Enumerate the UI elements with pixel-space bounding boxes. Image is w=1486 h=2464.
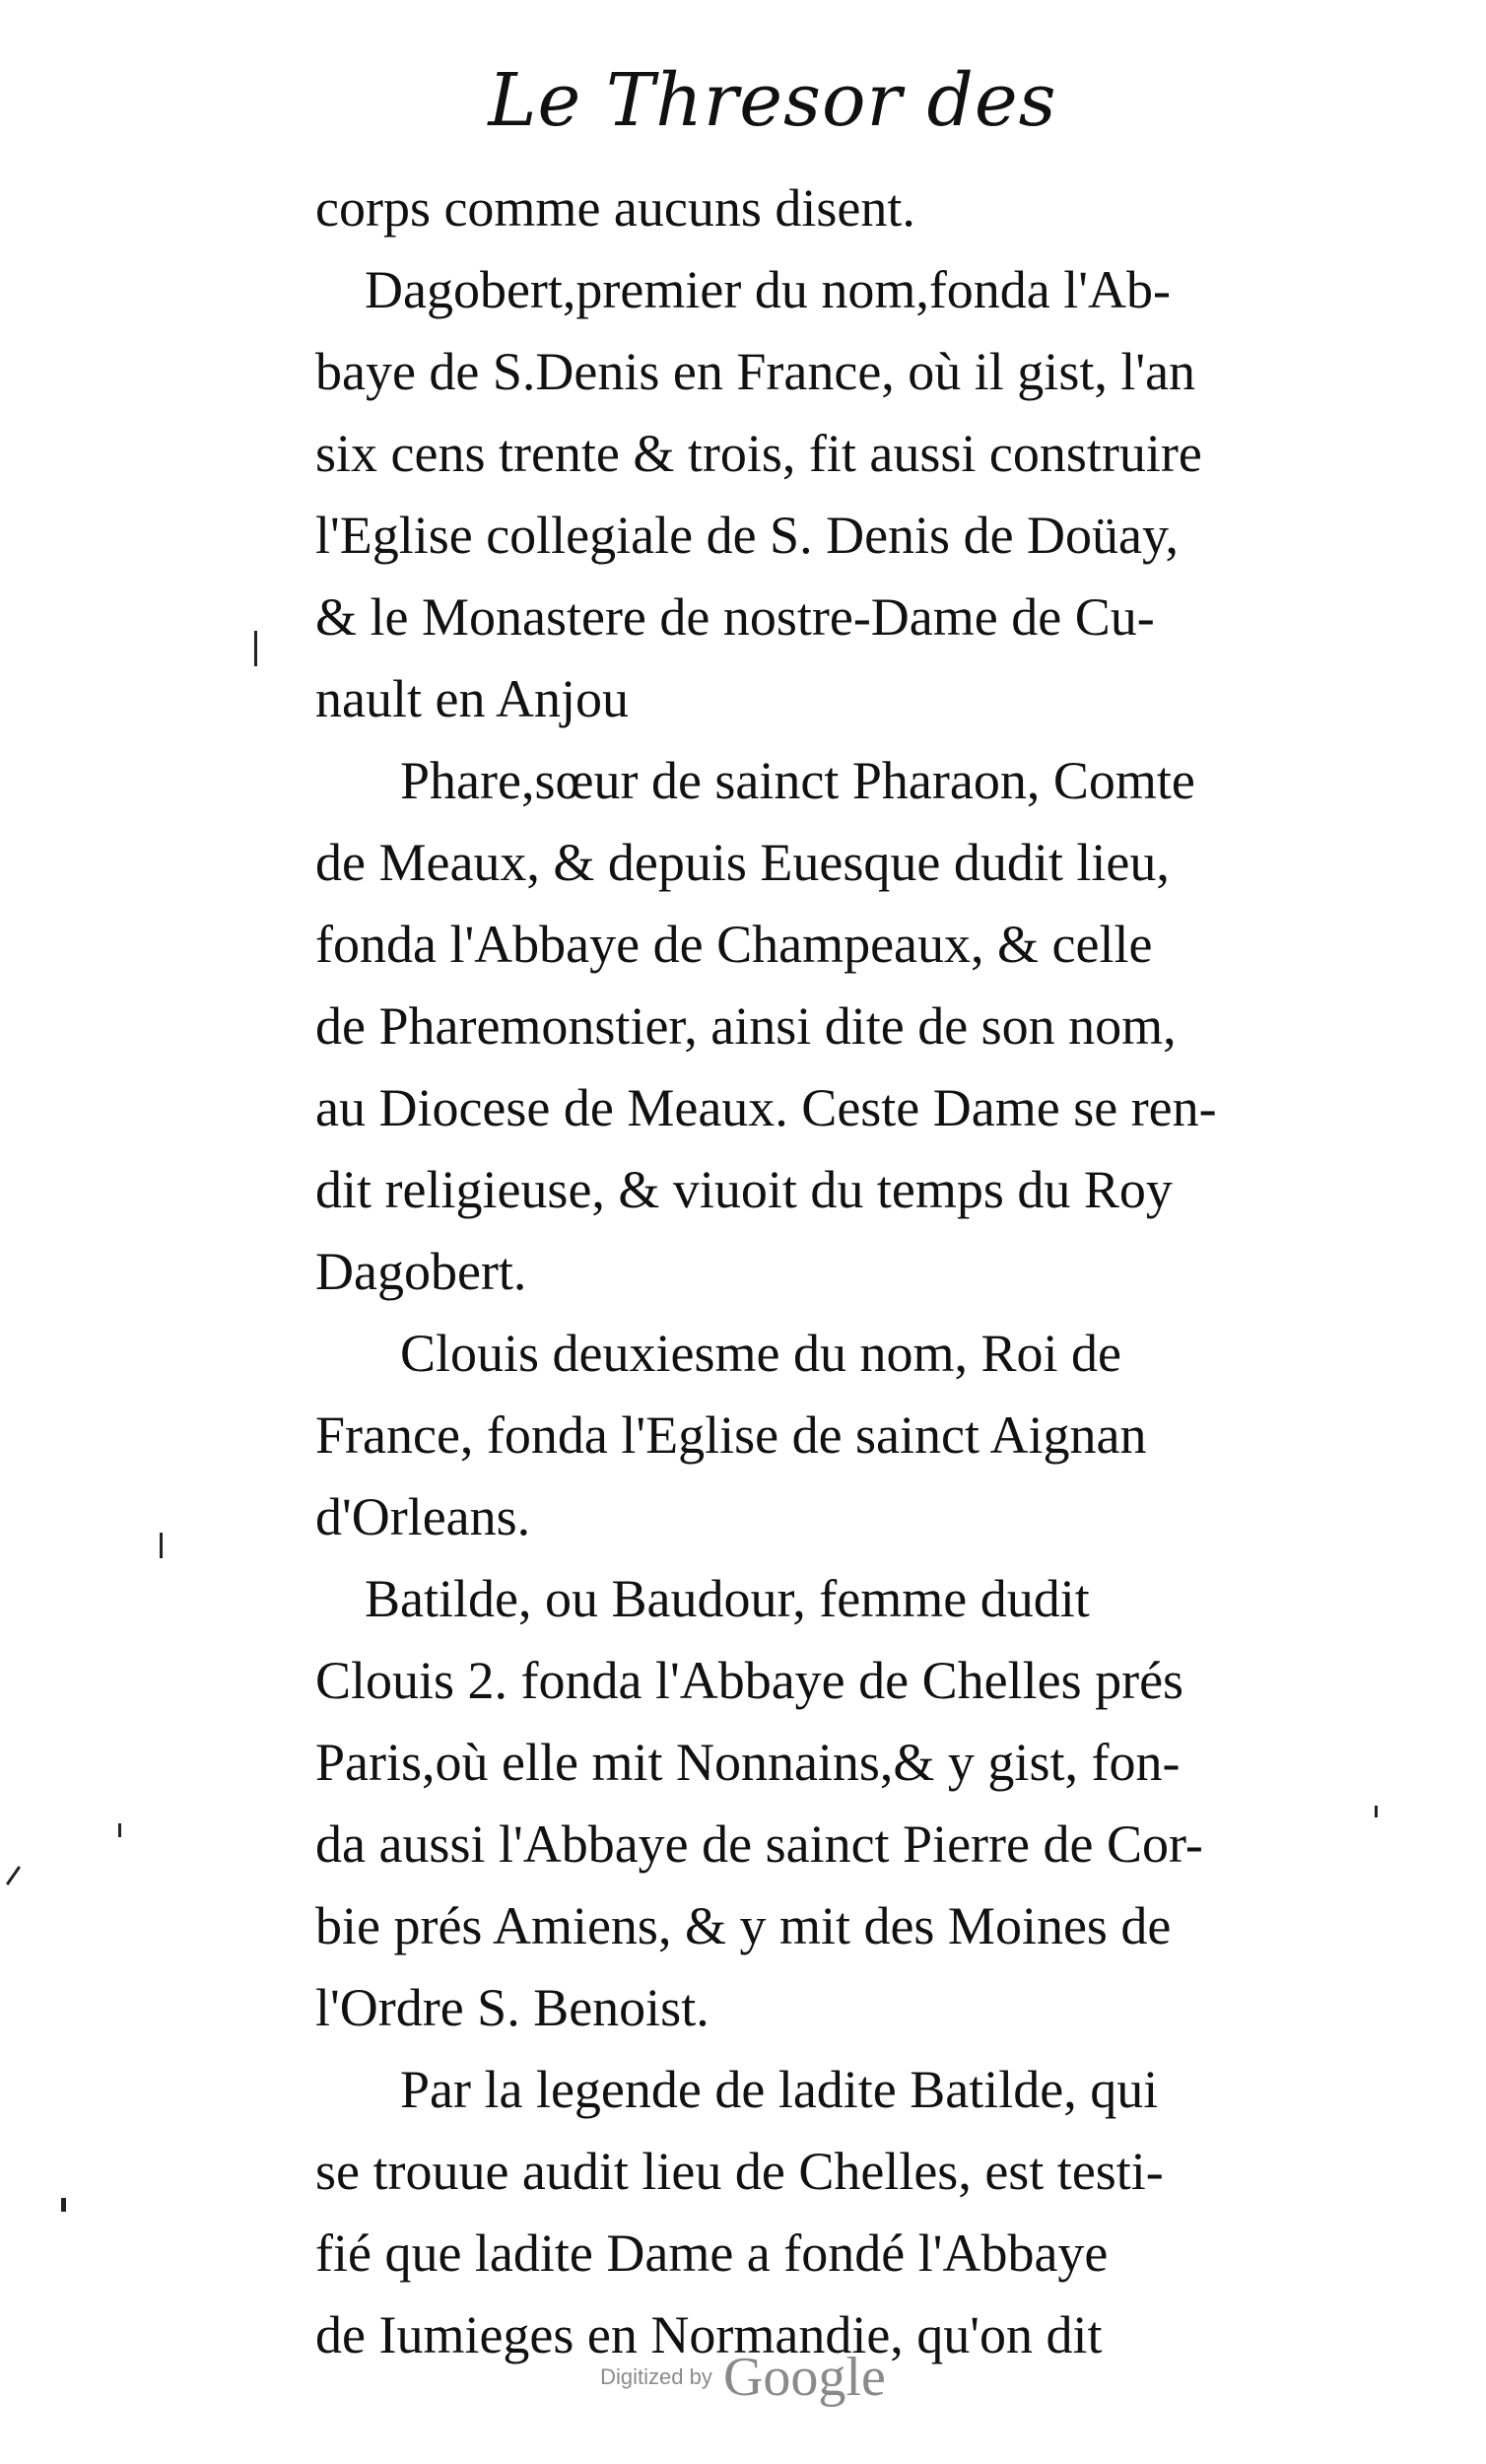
text-line: Phare,sœur de sainct Pharaon, Comte [400, 751, 1195, 810]
text-line: France, fonda l'Eglise de sainct Aignan [315, 1405, 1147, 1465]
text-line: fié que ladite Dame a fondé l'Abbaye [315, 2224, 1109, 2283]
running-title: Le Thresor des [488, 58, 1057, 143]
text-line: bie prés Amiens, & y mit des Moines de [315, 1896, 1172, 1955]
text-line: l'Ordre S. Benoist. [315, 1978, 709, 2037]
text-line: da aussi l'Abbaye de sainct Pierre de Cor- [315, 1814, 1203, 1874]
body-text [315, 168, 1399, 2376]
digitized-label: Digitized by [600, 2364, 712, 2389]
text-line: de Iumieges en Normandie, qu'on dit [315, 2305, 1103, 2364]
text-line: baye de S.Denis en France, où il gist, l'an [315, 342, 1196, 401]
scan-speck [118, 1823, 121, 1837]
text-line: l'Eglise collegiale de S. Denis de Doüay, [315, 506, 1179, 565]
scan-speck [254, 631, 257, 666]
text-line: au Diocese de Meaux. Ceste Dame se ren- [315, 1078, 1217, 1137]
text-line: Clouis deuxiesme du nom, Roi de [400, 1324, 1121, 1383]
running-header [0, 58, 1486, 143]
text-line: de Meaux, & depuis Euesque dudit lieu, [315, 833, 1170, 892]
scan-speck [61, 2198, 66, 2212]
google-logo: Google [722, 2347, 886, 2408]
scan-speck [1375, 1806, 1378, 1817]
scan-speck [160, 1533, 163, 1558]
text-line: d'Orleans. [315, 1487, 531, 1546]
text-line: de Pharemonstier, ainsi dite de son nom, [315, 996, 1177, 1056]
text-line: dit religieuse, & viuoit du temps du Roy [315, 1160, 1173, 1219]
text-line: fonda l'Abbaye de Champeaux, & celle [315, 915, 1153, 974]
text-line: Dagobert,premier du nom,fonda l'Ab- [365, 260, 1171, 319]
text-line: Par la legende de ladite Batilde, qui [400, 2060, 1159, 2119]
text-line: se trouue audit lieu de Chelles, est testi- [315, 2142, 1164, 2201]
text-line: Batilde, ou Baudour, femme dudit [365, 1569, 1090, 1628]
text-line: Paris,où elle mit Nonnains,& y gist, fon- [315, 1733, 1181, 1792]
text-line: nault en Anjou [315, 669, 629, 728]
text-line: Dagobert. [315, 1242, 527, 1301]
digitized-footer [0, 2346, 1486, 2409]
text-line: six cens trente & trois, fit aussi construire [315, 424, 1202, 483]
text-line: corps comme aucuns disent. [315, 178, 915, 238]
text-line: Clouis 2. fonda l'Abbaye de Chelles prés [315, 1651, 1184, 1710]
text-line: & le Monastere de nostre-Dame de Cu- [315, 587, 1155, 647]
scan-speck [6, 1866, 21, 1885]
